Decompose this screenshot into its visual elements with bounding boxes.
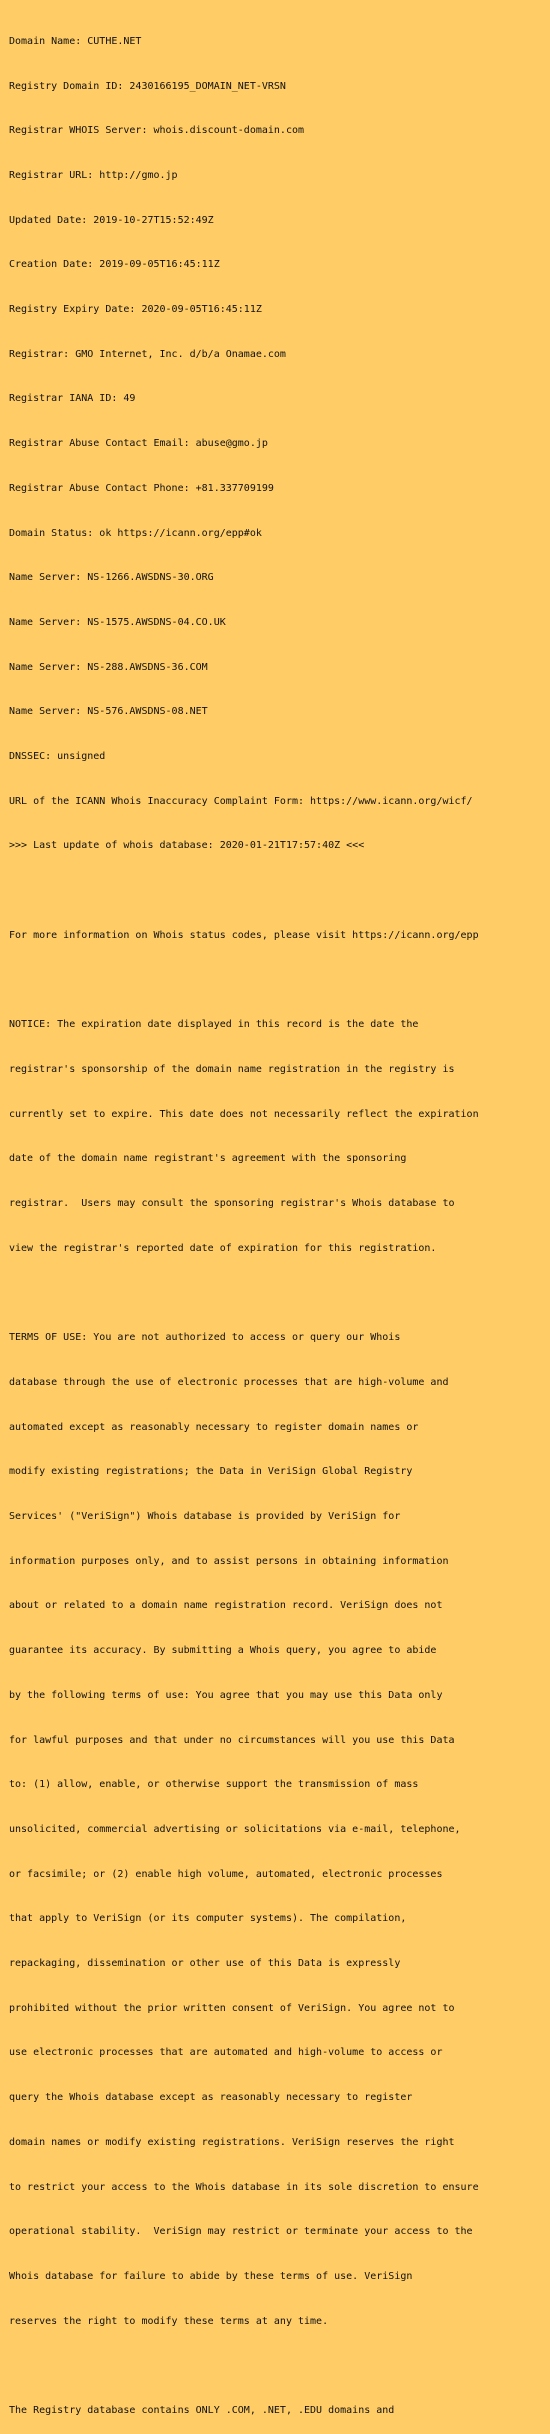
terms-of-use-line: or facsimile; or (2) enable high volume, automated, electronic processes bbox=[9, 1868, 443, 1880]
notice-line: registrar's sponsorship of the domain name registration in the registry is bbox=[9, 1063, 455, 1075]
whois-line-blank bbox=[9, 2359, 545, 2374]
terms-of-use-line: to: (1) allow, enable, or otherwise support the transmission of mass bbox=[9, 1779, 419, 1791]
terms-of-use-line: guarantee its accuracy. By submitting a Whois query, you agree to abide bbox=[9, 1645, 437, 1657]
whois-line-domain-name: Domain Name: CUTHE.NET bbox=[9, 35, 142, 47]
notice-line: registrar. Users may consult the sponsoring registrar's Whois database to bbox=[9, 1198, 455, 1210]
whois-line-blank bbox=[9, 974, 545, 989]
whois-line-abuse-phone: Registrar Abuse Contact Phone: +81.337709199 bbox=[9, 482, 274, 494]
whois-line-name-server: Name Server: NS-1575.AWSDNS-04.CO.UK bbox=[9, 616, 226, 628]
notice-line: view the registrar's reported date of expiration for this registration. bbox=[9, 1242, 437, 1254]
terms-of-use-line: repackaging, dissemination or other use of this Data is expressly bbox=[9, 1958, 401, 1970]
whois-line-registrar: Registrar: GMO Internet, Inc. d/b/a Onamae.com bbox=[9, 348, 286, 360]
terms-of-use-line: use electronic processes that are automated and high-volume to access or bbox=[9, 2047, 443, 2059]
terms-of-use-line: that apply to VeriSign (or its computer systems). The compilation, bbox=[9, 1913, 407, 1925]
whois-line-blank bbox=[9, 884, 545, 899]
registry-database-line: The Registry database contains ONLY .COM, .NET, .EDU domains and bbox=[9, 2405, 395, 2417]
notice-line: NOTICE: The expiration date displayed in this record is the date the bbox=[9, 1019, 419, 1031]
terms-of-use-line: automated except as reasonably necessary to register domain names or bbox=[9, 1421, 419, 1433]
whois-line-name-server: Name Server: NS-288.AWSDNS-36.COM bbox=[9, 661, 208, 673]
terms-of-use-line: query the Whois database except as reasonably necessary to register bbox=[9, 2092, 413, 2104]
whois-line-registrar-iana-id: Registrar IANA ID: 49 bbox=[9, 393, 136, 405]
terms-of-use-line: Services' ("VeriSign") Whois database is provided by VeriSign for bbox=[9, 1511, 401, 1523]
terms-of-use-line: TERMS OF USE: You are not authorized to access or query our Whois bbox=[9, 1332, 401, 1344]
whois-line-creation-date: Creation Date: 2019-09-05T16:45:11Z bbox=[9, 259, 220, 271]
terms-of-use-line: unsolicited, commercial advertising or solicitations via e-mail, telephone, bbox=[9, 1823, 461, 1835]
whois-line-updated-date: Updated Date: 2019-10-27T15:52:49Z bbox=[9, 214, 214, 226]
terms-of-use-line: by the following terms of use: You agree that you may use this Data only bbox=[9, 1689, 443, 1701]
whois-line-registrar-whois-server: Registrar WHOIS Server: whois.discount-domain.com bbox=[9, 125, 305, 137]
terms-of-use-line: prohibited without the prior written consent of VeriSign. You agree not to bbox=[9, 2002, 455, 2014]
terms-of-use-line: modify existing registrations; the Data in VeriSign Global Registry bbox=[9, 1466, 413, 1478]
terms-of-use-line: to restrict your access to the Whois database in its sole discretion to ensure bbox=[9, 2181, 479, 2193]
whois-line-registrar-url: Registrar URL: http://gmo.jp bbox=[9, 169, 178, 181]
whois-line-domain-status: Domain Status: ok https://icann.org/epp#ok bbox=[9, 527, 262, 539]
whois-line-registry-domain-id: Registry Domain ID: 2430166195_DOMAIN_NET-VRSN bbox=[9, 80, 286, 92]
whois-line-registry-expiry-date: Registry Expiry Date: 2020-09-05T16:45:11Z bbox=[9, 304, 262, 316]
whois-line-blank bbox=[9, 1287, 545, 1302]
whois-line-name-server: Name Server: NS-1266.AWSDNS-30.ORG bbox=[9, 572, 214, 584]
whois-record-text bbox=[9, 5, 545, 2434]
whois-line-abuse-email: Registrar Abuse Contact Email: abuse@gmo.jp bbox=[9, 438, 268, 450]
whois-line-last-update: >>> Last update of whois database: 2020-01-21T17:57:40Z <<< bbox=[9, 840, 365, 852]
terms-of-use-line: information purposes only, and to assist persons in obtaining information bbox=[9, 1555, 449, 1567]
terms-of-use-line: domain names or modify existing registrations. VeriSign reserves the right bbox=[9, 2136, 455, 2148]
whois-line-icann-complaint-url: URL of the ICANN Whois Inaccuracy Complaint Form: https://www.icann.org/wicf/ bbox=[9, 795, 473, 807]
terms-of-use-line: reserves the right to modify these terms at any time. bbox=[9, 2315, 329, 2327]
terms-of-use-line: database through the use of electronic processes that are high-volume and bbox=[9, 1376, 449, 1388]
terms-of-use-line: for lawful purposes and that under no circumstances will you use this Data bbox=[9, 1734, 455, 1746]
notice-line: currently set to expire. This date does not necessarily reflect the expiration bbox=[9, 1108, 479, 1120]
whois-line-status-codes-info: For more information on Whois status codes, please visit https://icann.org/epp bbox=[9, 929, 479, 941]
terms-of-use-line: operational stability. VeriSign may restrict or terminate your access to the bbox=[9, 2226, 473, 2238]
notice-line: date of the domain name registrant's agreement with the sponsoring bbox=[9, 1153, 407, 1165]
whois-line-name-server: Name Server: NS-576.AWSDNS-08.NET bbox=[9, 706, 208, 718]
terms-of-use-line: Whois database for failure to abide by these terms of use. VeriSign bbox=[9, 2270, 413, 2282]
whois-line-dnssec: DNSSEC: unsigned bbox=[9, 751, 106, 763]
terms-of-use-line: about or related to a domain name registration record. VeriSign does not bbox=[9, 1600, 443, 1612]
